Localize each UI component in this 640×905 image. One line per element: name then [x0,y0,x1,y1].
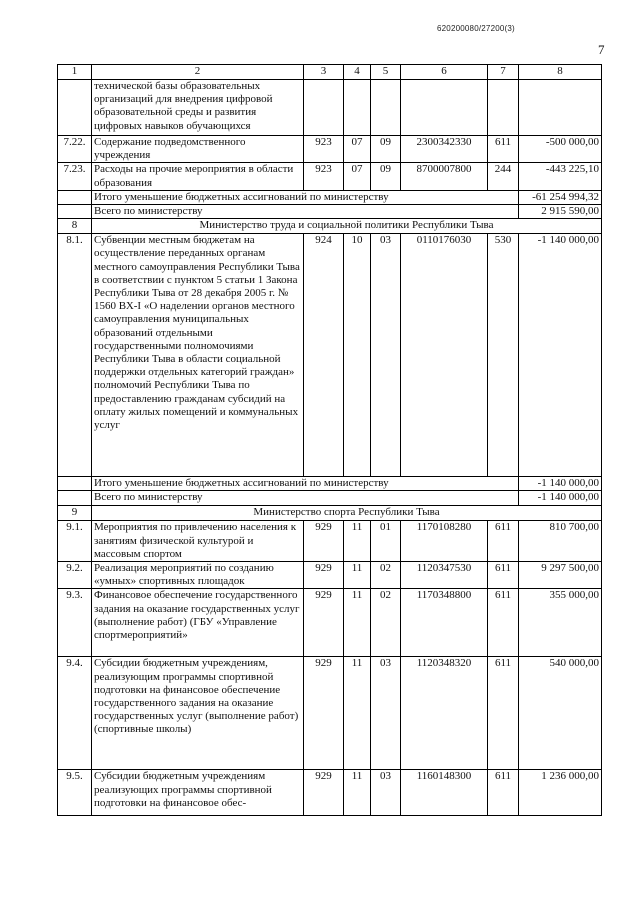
row-number: 9.2. [58,562,92,589]
row-number: 7.23. [58,163,92,190]
section-number: 9 [58,506,92,521]
section-code: 11 [344,657,371,770]
total-label: Итого уменьшение бюджетных ассигнований по министерству [92,190,519,204]
subsection-code: 02 [371,562,401,589]
ministry-code: 929 [304,521,344,562]
total-label: Всего по министерству [92,205,519,219]
ministry-code: 929 [304,589,344,657]
total-row [58,491,602,506]
row-description: Субвенции местным бюджетам на осуществление переданных органам местного самоуправления Республики Тыва в соответствии с пунктом 5 статьи 1 Закона Республики Тыва от 28 декабря 2005 г. № 1560 ВХ-I «О наделении органов местного самоуправления муниципальных образований отдельными государственными полномочиями Республики Тыва в области социальной поддержки отдельных категорий граждан» полномочий Республики Тыва по предоставлению гражданам субсидий на оплату жилых помещений и коммунальных услуг [92,234,304,477]
document-id: 620200080/27200(3) [437,24,515,33]
target-article-code: 1160148300 [401,770,488,816]
column-header: 4 [344,65,371,80]
subsection-code: 03 [371,770,401,816]
section-code [344,80,371,136]
subsection-code: 03 [371,657,401,770]
row-description: Субсидии бюджетным учреждениям, реализующим программы спортивной подготовки на финансовое обеспечение государственного задания на оказание государственных услуг (выполнение работ) (спортивные школы) [92,657,304,770]
row-description: технической базы образовательных организаций для внедрения цифровой образовательной среды и развития цифровых навыков обучающихся [92,80,304,136]
table-row [58,80,602,136]
row-number: 8.1. [58,234,92,477]
subsection-code [371,80,401,136]
subsection-code: 09 [371,136,401,163]
expense-type-code: 611 [488,521,519,562]
target-article-code: 0110176030 [401,234,488,477]
table-row [58,136,602,163]
expense-type-code: 611 [488,136,519,163]
target-article-code: 1120348320 [401,657,488,770]
section-title: Министерство труда и социальной политики Республики Тыва [92,219,602,234]
section-row [58,506,602,521]
section-code: 10 [344,234,371,477]
column-header: 2 [92,65,304,80]
total-row [58,477,602,491]
total-row [58,190,602,204]
section-code: 11 [344,589,371,657]
expense-type-code: 611 [488,562,519,589]
budget-table [57,64,602,816]
table-row [58,770,602,816]
section-code: 11 [344,770,371,816]
table-row [58,234,602,477]
row-number [58,80,92,136]
row-description: Финансовое обеспечение государственного задания на оказание государственных услуг (выполнение работ) (ГБУ «Управление спортмероприятий» [92,589,304,657]
row-number: 9.3. [58,589,92,657]
row-amount [519,80,602,136]
row-description: Мероприятия по привлечению населения к занятиям физической культурой и массовым спортом [92,521,304,562]
section-code: 11 [344,521,371,562]
expense-type-code: 611 [488,589,519,657]
section-number: 8 [58,219,92,234]
table-row [58,562,602,589]
ministry-code: 924 [304,234,344,477]
target-article-code: 1170108280 [401,521,488,562]
total-row [58,205,602,219]
expense-type-code: 244 [488,163,519,190]
target-article-code: 1120347530 [401,562,488,589]
row-number: 9.5. [58,770,92,816]
target-article-code [401,80,488,136]
column-header: 8 [519,65,602,80]
row-description: Расходы на прочие мероприятия в области образования [92,163,304,190]
row-amount: 9 297 500,00 [519,562,602,589]
column-header: 3 [304,65,344,80]
row-description: Реализация мероприятий по созданию «умных» спортивных площадок [92,562,304,589]
column-header: 5 [371,65,401,80]
total-amount: -1 140 000,00 [519,491,602,506]
page-number: 7 [598,42,605,57]
section-code: 11 [344,562,371,589]
row-number: 9.4. [58,657,92,770]
subsection-code: 01 [371,521,401,562]
column-header: 6 [401,65,488,80]
total-amount: -61 254 994,32 [519,190,602,204]
expense-type-code: 530 [488,234,519,477]
ministry-code: 923 [304,136,344,163]
section-code: 07 [344,163,371,190]
row-number: 7.22. [58,136,92,163]
expense-type-code: 611 [488,770,519,816]
subsection-code: 09 [371,163,401,190]
subsection-code: 02 [371,589,401,657]
total-amount: -1 140 000,00 [519,477,602,491]
table-row [58,589,602,657]
target-article-code: 1170348800 [401,589,488,657]
empty-cell [58,205,92,219]
table-row [58,657,602,770]
row-amount: 355 000,00 [519,589,602,657]
row-description: Субсидии бюджетным учреждениям реализующих программы спортивной подготовки на финансовое обес- [92,770,304,816]
row-number: 9.1. [58,521,92,562]
expense-type-code: 611 [488,657,519,770]
row-amount: -500 000,00 [519,136,602,163]
column-header: 1 [58,65,92,80]
section-code: 07 [344,136,371,163]
ministry-code: 929 [304,770,344,816]
table-row [58,163,602,190]
row-amount: 1 236 000,00 [519,770,602,816]
table-row [58,521,602,562]
column-header-row [58,65,602,80]
total-amount: 2 915 590,00 [519,205,602,219]
column-header: 7 [488,65,519,80]
expense-type-code [488,80,519,136]
subsection-code: 03 [371,234,401,477]
empty-cell [58,190,92,204]
ministry-code: 929 [304,562,344,589]
target-article-code: 2300342330 [401,136,488,163]
section-title: Министерство спорта Республики Тыва [92,506,602,521]
section-row [58,219,602,234]
ministry-code: 929 [304,657,344,770]
row-amount: -443 225,10 [519,163,602,190]
ministry-code: 923 [304,163,344,190]
empty-cell [58,491,92,506]
ministry-code [304,80,344,136]
row-description: Содержание подведомственного учреждения [92,136,304,163]
empty-cell [58,477,92,491]
row-amount: 810 700,00 [519,521,602,562]
total-label: Итого уменьшение бюджетных ассигнований по министерству [92,477,519,491]
row-amount: 540 000,00 [519,657,602,770]
row-amount: -1 140 000,00 [519,234,602,477]
total-label: Всего по министерству [92,491,519,506]
target-article-code: 8700007800 [401,163,488,190]
